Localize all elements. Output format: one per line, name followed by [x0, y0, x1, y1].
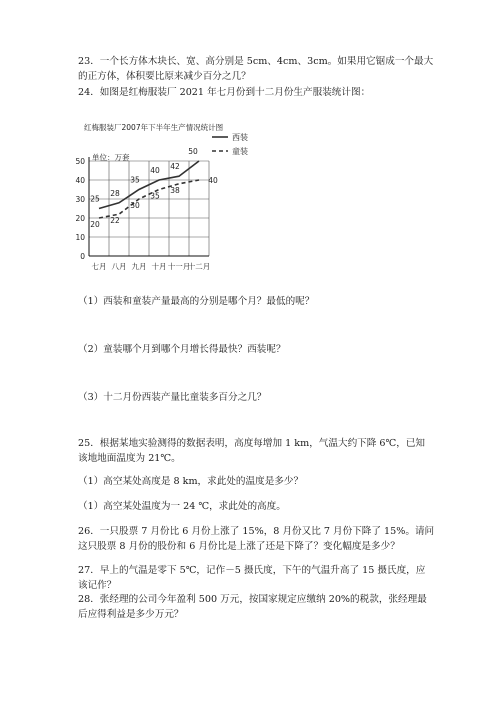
data-label: 22 [110, 216, 120, 226]
data-label: 35 [130, 175, 140, 185]
chart-unit-label: 单位：万套 [92, 153, 130, 162]
q25-sub1: （1）高空某处高度是 8 km，求此处的温度是多少？ [78, 476, 304, 487]
y-tick-label: 10 [75, 233, 85, 242]
x-tick-label: 八月 [111, 262, 127, 271]
q23-line1: 23．一个长方体木块长、宽、高分别是 5cm、4cm、3cm。如果用它锯成一个最大 [78, 56, 434, 67]
data-label: 35 [150, 191, 160, 201]
data-label: 38 [170, 185, 180, 195]
y-tick-label: 50 [75, 157, 85, 166]
q26-line1: 26．一只股票 7 月份比 6 月份上涨了 15%，8 月份又比 7 月份下降了 15%。请问 [78, 526, 435, 537]
y-tick-label: 30 [75, 195, 85, 204]
data-label: 40 [150, 166, 160, 175]
legend-label-suit: 西装 [232, 133, 248, 142]
legend-label-kids: 童装 [232, 147, 248, 156]
data-label: 42 [170, 162, 180, 172]
q24-sub2: （2）童装哪个月到哪个月增长得最快？西装呢？ [78, 344, 286, 355]
chart-legend [212, 132, 248, 156]
q24-sub1: （1）西装和童装产量最高的分别是哪个月？最低的呢？ [78, 296, 315, 307]
x-tick-label: 十月 [151, 262, 167, 271]
q26-line2: 这只股票 8 月份的股份和 6 月份比是上涨了还是下降了？变化幅度是多少？ [78, 541, 400, 552]
y-tick-label: 0 [80, 252, 85, 261]
q23-line2: 的正方体，体积要比原来减少百分之几？ [78, 71, 251, 82]
q28-line1: 28．张经理的公司今年盈利 500 万元，按国家规定应缴纳 20%的税款，张经理最 [78, 594, 427, 605]
data-label: 25 [90, 194, 100, 204]
q27-line2: 该记作？ [78, 580, 117, 591]
q27-line1: 27．早上的气温是零下 5℃，记作－5 摄氏度，下午的气温升高了 15 摄氏度，应 [78, 565, 426, 576]
x-tick-label: 七月 [91, 262, 107, 271]
q25-line2: 该地地面温度为 21℃。 [78, 453, 181, 464]
y-tick-label: 20 [75, 214, 85, 223]
x-tick-label: 九月 [131, 262, 147, 271]
q24-intro: 24．如图是红梅服装厂 2021 年七月份到十二月份生产服装统计图： [78, 87, 371, 98]
data-label: 40 [208, 176, 218, 185]
x-tick-label: 十一月 [167, 262, 191, 271]
q24-sub3: （3）十二月份西装产量比童装多百分之几？ [78, 392, 267, 403]
q25-sub2: （1）高空某处温度为一 24 ℃，求此处的高度。 [78, 501, 286, 512]
data-label: 20 [90, 220, 100, 229]
chart-grid [89, 161, 209, 256]
data-label: 50 [188, 147, 198, 156]
q28-line2: 后应得利益是多少万元？ [78, 609, 184, 620]
data-label: 28 [110, 188, 120, 198]
chart-axes [75, 157, 210, 271]
x-tick-label: 十二月 [187, 262, 211, 271]
chart-title: 红梅服装厂2007年下半年生产情况统计图 [84, 123, 224, 132]
q25-line1: 25．根据某地实验测得的数据表明，高度每增加 1 km，气温大约下降 6℃，已知 [78, 438, 426, 449]
y-tick-label: 40 [75, 176, 85, 185]
data-label: 30 [130, 201, 140, 210]
production-line-chart [60, 110, 280, 290]
